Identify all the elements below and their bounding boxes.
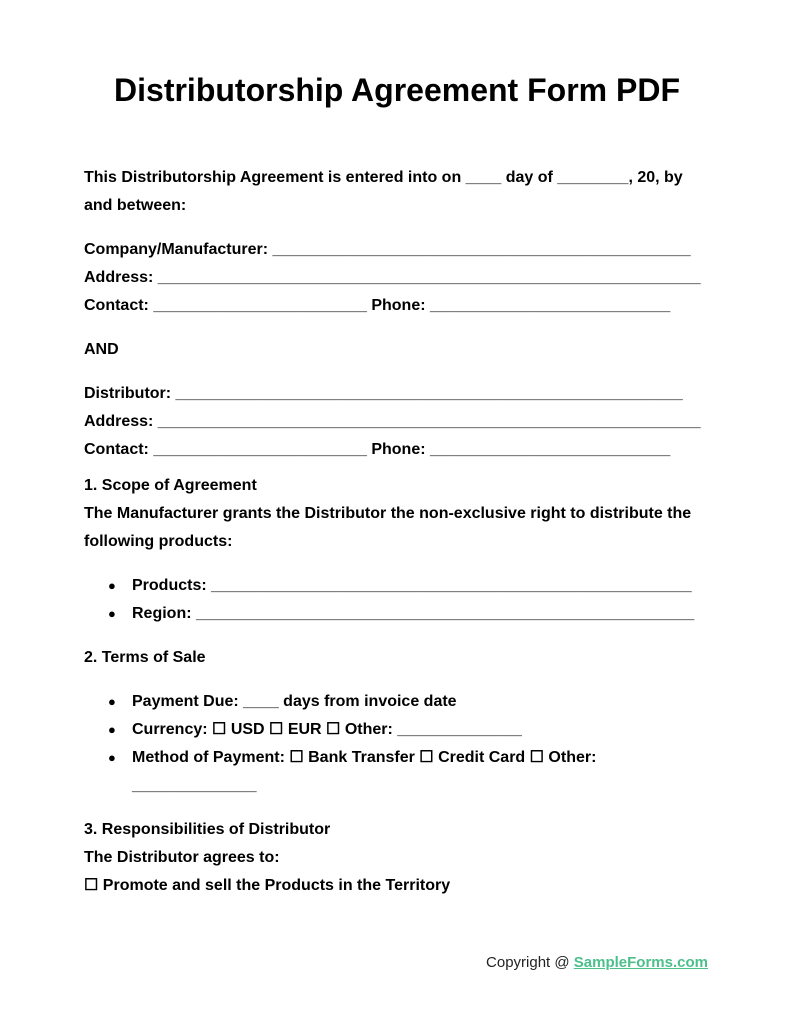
contact-phone-field: Contact: ________________________ Phone: ___________________________ (84, 297, 671, 314)
checkbox-item: ☐ Promote and sell the Products in the Territory (84, 877, 451, 894)
address-field: Address: _____________________________________________________________ (84, 413, 701, 430)
distributor-field: Distributor: _________________________________________________________ (84, 385, 683, 402)
contact-phone-field: Contact: ________________________ Phone: ___________________________ (84, 441, 671, 458)
intro-paragraph: This Distributorship Agreement is entered into on ____ day of ________, 20, by and between: (84, 169, 683, 214)
page-title: Distributorship Agreement Form PDF (114, 72, 680, 108)
party-manufacturer (84, 236, 710, 320)
copyright-text: Copyright @ (486, 954, 574, 971)
list-item: ● Region: ________________________________________________________ (84, 600, 710, 628)
and-label: AND (84, 341, 119, 358)
document-body (84, 164, 710, 900)
section-text: The Distributor agrees to: (84, 849, 280, 866)
list-item: ● Payment Due: ____ days from invoice date (84, 688, 710, 716)
terms-list (84, 688, 710, 800)
list-item: ● Method of Payment: ☐ Bank Transfer ☐ Credit Card ☐ Other: ______________ (84, 744, 710, 800)
party-distributor (84, 380, 710, 464)
scope-list (84, 572, 710, 628)
copyright-footer (486, 954, 708, 971)
section-heading: 2. Terms of Sale (84, 649, 206, 666)
section-scope (84, 472, 710, 628)
list-item: ● Products: ______________________________________________________ (84, 572, 710, 600)
section-responsibilities (84, 816, 710, 900)
company-field: Company/Manufacturer: _______________________________________________ (84, 241, 691, 258)
list-item: ● Currency: ☐ USD ☐ EUR ☐ Other: ______________ (84, 716, 710, 744)
address-field: Address: _____________________________________________________________ (84, 269, 701, 286)
brand-link[interactable]: SampleForms.com (573, 954, 708, 971)
section-heading: 1. Scope of Agreement (84, 477, 257, 494)
section-text: The Manufacturer grants the Distributor the non-exclusive right to distribute the following products: (84, 505, 692, 550)
section-terms (84, 644, 710, 800)
section-heading: 3. Responsibilities of Distributor (84, 821, 331, 838)
